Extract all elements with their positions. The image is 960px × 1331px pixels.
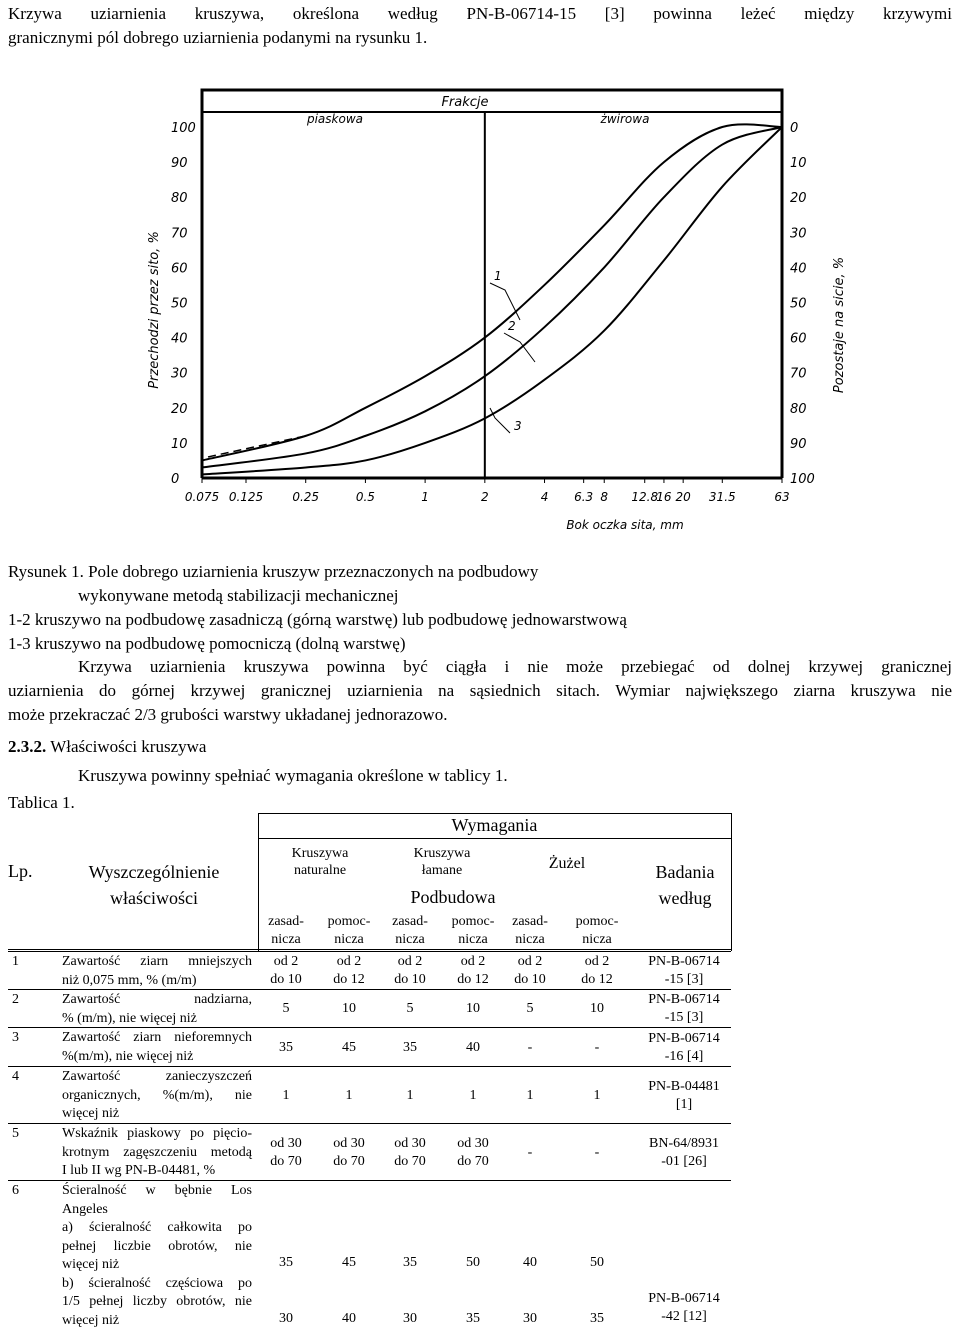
value-a: 45 [342, 1255, 356, 1270]
requirement-value: 10 [590, 1001, 604, 1016]
row-description: Angeles [62, 1201, 108, 1217]
row-description: niż 0,075 mm, % (m/m) [62, 972, 197, 988]
row-description: Zawartość ziarn nieforemnych [62, 1030, 252, 1045]
header-natural-1: Kruszywa [291, 846, 349, 861]
x-tick-label: 2 [481, 490, 489, 504]
table-row-divider [8, 1123, 731, 1124]
requirement-value: od 30 [394, 1135, 426, 1151]
requirement-value: do 70 [270, 1153, 302, 1169]
header-sub-1: pomoc- [327, 914, 371, 929]
value-a: 35 [279, 1255, 293, 1270]
header-spec-1: Wyszczególnienie [88, 862, 220, 882]
requirement-value: 1 [282, 1087, 290, 1103]
requirement-value: - [594, 1144, 600, 1160]
section-heading [8, 735, 206, 759]
y-tick-label-left: 30 [171, 366, 188, 382]
y-tick-label-left: 10 [171, 436, 188, 452]
header-crushed-1: Kruszywa [413, 846, 471, 861]
x-tick-label: 6.3 [574, 490, 594, 504]
row-description: organicznych, %(m/m), nie [62, 1087, 252, 1103]
y-tick-label-right: 70 [790, 366, 807, 382]
value-a: 35 [403, 1255, 417, 1270]
curve-label-1: 1 [494, 269, 502, 283]
section-text: Kruszywa powinny spełniać wymagania określone w tablicy 1. [78, 766, 508, 785]
paragraph-line-2: uziarnienia do górnej krzywej granicznej uziarnienia na sąsiednich sitach. Wymiar największego ziarna kruszywa nie [8, 681, 952, 700]
intro-line-2: granicznymi pól dobrego uziarnienia podanymi na rysunku 1. [8, 28, 428, 47]
y-tick-label-right: 0 [790, 121, 799, 136]
requirement-value: do 12 [457, 972, 489, 987]
header-base-2b: nicza [395, 932, 425, 947]
row-number: 2 [12, 992, 19, 1007]
requirement-value: do 10 [394, 972, 426, 987]
requirement-value: od 30 [333, 1135, 365, 1151]
row-number: 4 [12, 1069, 19, 1084]
value-b: 35 [466, 1311, 480, 1326]
x-tick-label: 12.8 [631, 490, 659, 504]
header-tests-1: Badania [655, 862, 715, 882]
y-tick-label-right: 10 [790, 156, 807, 172]
y-tick-label-left: 0 [171, 472, 180, 487]
requirement-value: 1 [406, 1087, 414, 1103]
row-description: Zawartość nadziarna, [62, 992, 252, 1007]
section-number: 2.3.2. [8, 737, 47, 756]
requirement-value: 1 [345, 1087, 353, 1103]
test-standard: -01 [26] [661, 1153, 707, 1169]
value-b: 30 [403, 1311, 417, 1326]
y-tick-label-right: 100 [790, 472, 815, 487]
y-axis-label-right: Pozostaje na sicie, % [832, 256, 847, 394]
y-tick-label-left: 80 [171, 191, 188, 207]
table-row-divider [8, 989, 731, 990]
grading-chart [140, 80, 860, 540]
value-b: 40 [342, 1311, 356, 1326]
row-description: więcej niż [62, 1106, 120, 1121]
curve-label-2: 2 [508, 319, 516, 333]
requirement-value: od 2 [460, 954, 486, 969]
header-tests-2: według [658, 888, 712, 908]
requirement-value: 5 [526, 1001, 534, 1016]
test-standard: [1] [675, 1096, 693, 1112]
value-a: 50 [590, 1255, 604, 1270]
row-description: 1/5 pełnej liczby obrotów, nie [62, 1294, 252, 1309]
requirement-value: - [527, 1039, 533, 1055]
row-description: krotnym zagęszczeniu metodą [62, 1144, 252, 1160]
y-tick-label-left: 70 [171, 226, 188, 242]
x-tick-label: 0.125 [228, 490, 264, 504]
value-a: 40 [523, 1255, 537, 1270]
requirement-value: od 30 [457, 1135, 489, 1151]
row-description: pełnej liczbie obrotów, nie [62, 1238, 252, 1254]
figure-caption-line-1: Rysunek 1. Pole dobrego uziarnienia kruszyw przeznaczonych na podbudowy [8, 562, 539, 581]
intro-line-1: Krzywa uziarnienia kruszywa, określona według PN-B-06714-15 [3] powinna leżeć między krzywymi [8, 4, 952, 23]
requirement-value: 1 [469, 1087, 477, 1103]
y-tick-label-left: 50 [171, 296, 188, 312]
requirement-value: 5 [282, 1001, 290, 1016]
row-description: Ścieralność w bębnie Los [62, 1183, 252, 1198]
grading-curve-2 [202, 127, 782, 467]
requirement-value: 40 [466, 1039, 480, 1055]
row-description: więcej niż [62, 1257, 120, 1272]
row-description: Zawartość zanieczyszczeń [62, 1069, 252, 1084]
fraction-label-sand: piaskowa [306, 112, 364, 126]
y-tick-label-right: 20 [790, 191, 807, 207]
y-tick-label-left: 60 [171, 261, 188, 277]
test-standard: -42 [12] [661, 1309, 707, 1324]
chart-title: Frakcje [441, 95, 489, 110]
test-standard: -15 [3] [664, 972, 704, 987]
requirement-value: od 2 [273, 954, 299, 969]
section-title: Właściwości kruszywa [46, 737, 207, 756]
header-sub-3b: nicza [582, 932, 612, 947]
value-b: 30 [279, 1311, 293, 1326]
x-tick-label: 20 [675, 490, 691, 504]
header-base-2: zasad- [392, 914, 428, 929]
row-description: I lub II wg PN-B-04481, % [62, 1163, 216, 1178]
requirement-value: od 30 [270, 1135, 302, 1151]
table-row-divider [8, 1180, 731, 1181]
x-tick-label: 63 [774, 490, 790, 504]
y-tick-label-right: 80 [790, 401, 807, 417]
row-description: Wskaźnik piaskowy po pięcio- [62, 1126, 252, 1141]
y-axis-label-left: Przechodzi przez sito, % [147, 231, 162, 389]
y-tick-label-left: 40 [171, 331, 188, 347]
requirement-value: - [527, 1144, 533, 1160]
fraction-label-gravel: żwirowa [600, 112, 650, 126]
requirement-value: 10 [342, 1001, 356, 1016]
y-tick-label-right: 30 [790, 226, 807, 242]
curve-3-leader [490, 408, 510, 433]
table-row-divider [8, 1066, 731, 1067]
figure-caption-line-4: 1-3 kruszywo na podbudowę pomocniczą (dolną warstwę) [8, 634, 406, 653]
requirement-value: od 2 [336, 954, 362, 969]
x-tick-label: 16 [656, 490, 672, 504]
x-tick-label: 1 [421, 490, 429, 504]
test-standard: PN-B-06714 [648, 992, 720, 1007]
row-description: %(m/m), nie więcej niż [62, 1048, 194, 1064]
row-number: 3 [12, 1030, 19, 1045]
test-standard: PN-B-06714 [648, 1291, 720, 1306]
x-tick-label: 0.075 [184, 490, 220, 504]
grading-curve-3 [202, 127, 782, 474]
requirement-value: do 10 [270, 972, 302, 987]
curve-label-3: 3 [514, 419, 522, 433]
test-standard: PN-B-04481 [648, 1078, 720, 1094]
requirement-value: 1 [526, 1087, 534, 1103]
value-b: 35 [590, 1311, 604, 1326]
header-base-3b: nicza [515, 932, 545, 947]
x-tick-label: 0.5 [355, 490, 375, 504]
value-a: 50 [466, 1255, 480, 1270]
header-base-1: zasad- [268, 914, 304, 929]
header-crushed-2: łamane [421, 863, 463, 878]
header-podbudowa: Podbudowa [410, 887, 496, 907]
header-sub-1b: nicza [334, 932, 364, 947]
requirement-value: 5 [406, 1001, 414, 1016]
y-tick-label-left: 100 [171, 121, 196, 136]
row-description: więcej niż [62, 1312, 120, 1328]
y-tick-label-right: 40 [790, 261, 807, 277]
requirement-value: od 2 [517, 954, 543, 969]
row-number: 5 [12, 1126, 19, 1141]
row-description: b) ścieralność częściowa po [62, 1275, 252, 1291]
requirement-value: do 12 [333, 972, 365, 987]
y-tick-label-right: 90 [790, 436, 807, 452]
requirement-value: 35 [403, 1039, 417, 1055]
value-b: 30 [523, 1311, 537, 1326]
row-description: % (m/m), nie więcej niż [62, 1010, 197, 1026]
row-description: Zawartość ziarn mniejszych [62, 954, 252, 969]
header-base-3: zasad- [512, 914, 548, 929]
requirement-value: 35 [279, 1039, 293, 1055]
requirement-value: - [594, 1039, 600, 1055]
header-slag: Żużel [548, 855, 586, 872]
requirement-value: 10 [466, 1001, 480, 1016]
grading-curve-1 [202, 124, 782, 460]
header-lp: Lp. [8, 861, 33, 881]
requirement-value: do 70 [394, 1153, 426, 1169]
requirement-value: do 70 [457, 1153, 489, 1169]
requirement-value: do 70 [333, 1153, 365, 1169]
requirement-value: od 2 [584, 954, 610, 969]
row-number: 1 [12, 954, 19, 969]
header-sub-2: pomoc- [451, 914, 495, 929]
header-sub-2b: nicza [458, 932, 488, 947]
y-tick-label-left: 90 [171, 156, 188, 172]
y-tick-label-right: 60 [790, 331, 807, 347]
header-sub-3: pomoc- [575, 914, 619, 929]
curve-1-leader [490, 283, 520, 320]
requirement-value: od 2 [397, 954, 423, 969]
test-standard: PN-B-06714 [648, 954, 720, 969]
row-description: a) ścieralność całkowita po [62, 1220, 252, 1235]
requirement-value: 45 [342, 1039, 356, 1055]
y-tick-label-right: 50 [790, 296, 807, 312]
x-tick-label: 0.25 [292, 490, 320, 504]
requirement-value: 1 [593, 1087, 601, 1103]
table-label: Tablica 1. [8, 793, 75, 812]
x-axis-label: Bok oczka sita, mm [566, 518, 684, 532]
header-wymagania: Wymagania [451, 815, 538, 835]
figure-caption-line-2: wykonywane metodą stabilizacji mechanicznej [78, 586, 399, 605]
test-standard: -16 [4] [664, 1048, 704, 1064]
requirement-value: do 12 [581, 972, 613, 987]
paragraph-line-3: może przekraczać 2/3 grubości warstwy układanej jednorazowo. [8, 705, 448, 724]
x-tick-label: 4 [540, 490, 549, 504]
y-tick-label-left: 20 [171, 401, 188, 417]
row-number: 6 [12, 1183, 19, 1198]
paragraph-line-1: Krzywa uziarnienia kruszywa powinna być ciągła i nie może przebiegać od dolnej krzywej granicznej [78, 657, 952, 676]
test-standard: BN-64/8931 [649, 1135, 719, 1151]
x-tick-label: 8 [600, 490, 609, 504]
header-natural-2: naturalne [293, 863, 347, 878]
header-spec-2: właściwości [110, 888, 198, 908]
header-base-1b: nicza [271, 932, 301, 947]
figure-caption-line-3: 1-2 kruszywo na podbudowę zasadniczą (górną warstwę) lub podbudowę jednowarstwową [8, 610, 627, 629]
table-row-divider [8, 1027, 731, 1028]
test-standard: PN-B-06714 [648, 1030, 720, 1046]
test-standard: -15 [3] [664, 1010, 704, 1025]
dashed-curve-start [208, 436, 306, 457]
x-tick-label: 31.5 [708, 490, 736, 504]
requirement-value: do 10 [514, 972, 546, 987]
